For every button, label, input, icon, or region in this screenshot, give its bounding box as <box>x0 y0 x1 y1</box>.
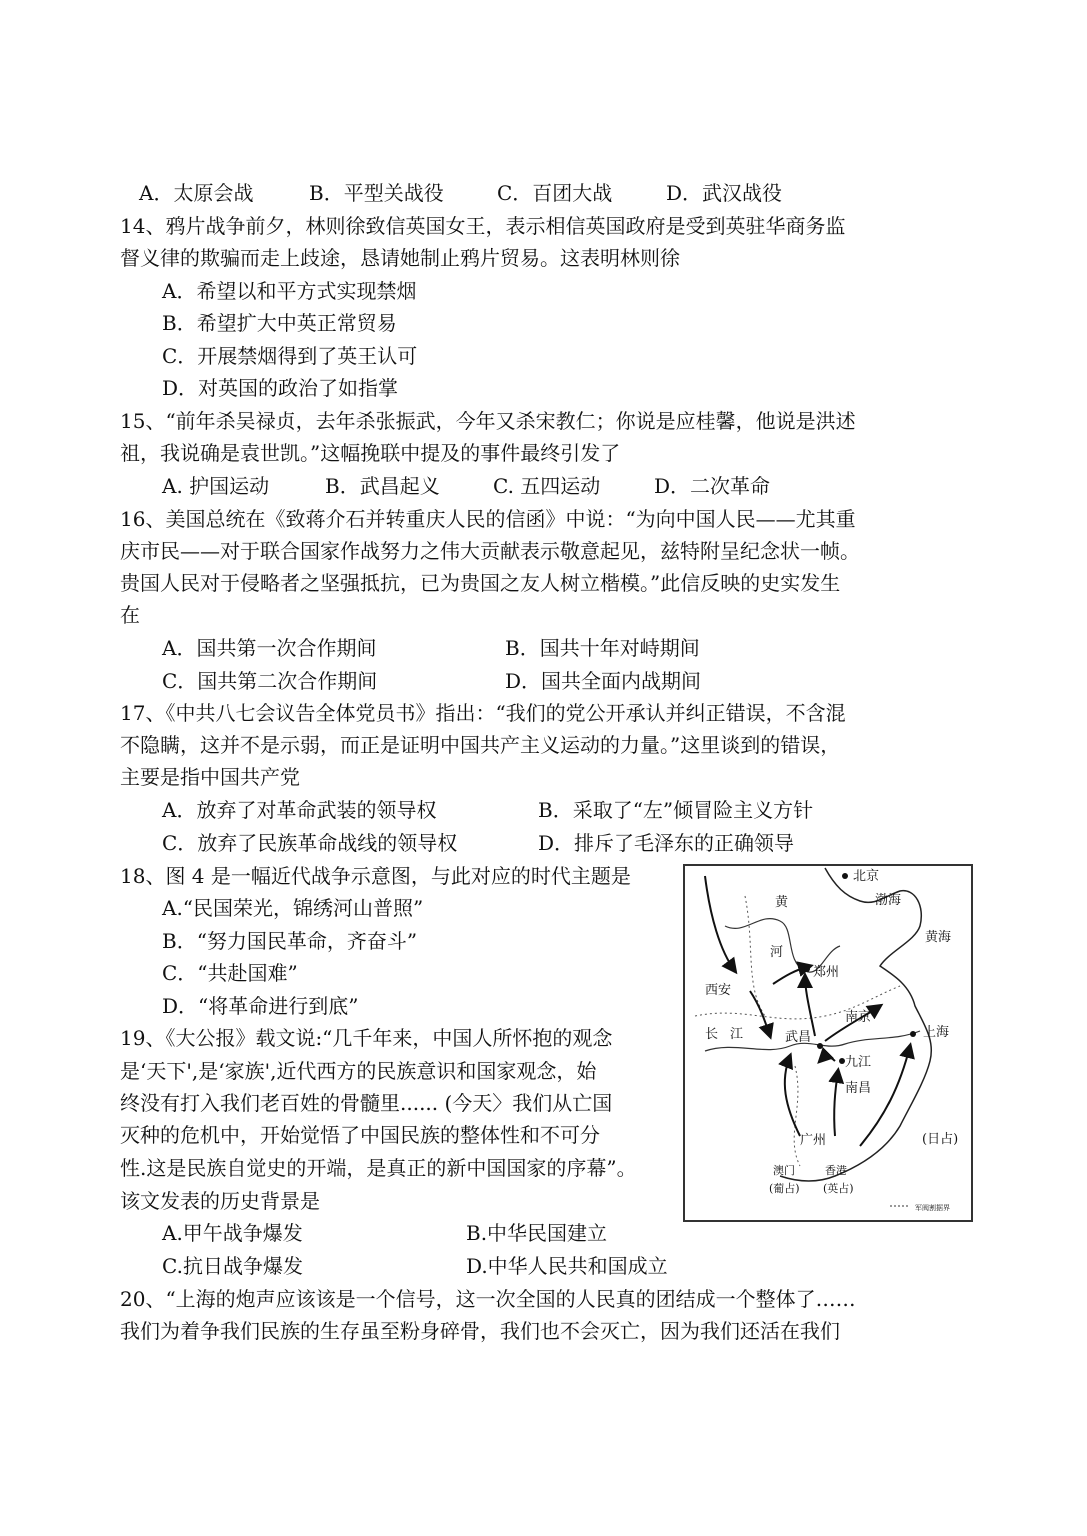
q15-stem-line: 祖，我说确是袁世凯。”这幅挽联中提及的事件最终引发了 <box>120 441 621 465</box>
q18-option-c: C．“共赴国难” <box>162 961 298 985</box>
q19-option-b: B.中华民国建立 <box>466 1221 608 1245</box>
label-nanchang: 南昌 <box>845 1081 872 1096</box>
q17-option-b: B．采取了“左”倾冒险主义方针 <box>538 798 814 822</box>
q16-stem-line: 庆市民——对于联合国家作战努力之伟大贡献表示敬意起见，兹特附呈纪念状一帧。 <box>120 539 860 563</box>
q14-option-d: D．对英国的政治了如指掌 <box>162 376 399 400</box>
q14-option-b: B．希望扩大中英正常贸易 <box>162 311 397 335</box>
city-dot <box>910 1031 916 1037</box>
q13-option-b: B．平型关战役 <box>309 181 444 205</box>
label-wuchang: 武昌 <box>785 1030 812 1045</box>
q17-stem-line: 不隐瞒，这并不是示弱，而正是证明中国共产主义运动的力量。”这里谈到的错误， <box>120 733 841 757</box>
q18-stem-line: 18、图 4 是一幅近代战争示意图，与此对应的时代主题是 <box>120 864 631 888</box>
city-dot <box>804 966 810 972</box>
city-dot <box>842 873 848 879</box>
q13-option-c: C．百团大战 <box>497 181 613 205</box>
q20-stem-line: 我们为着争我们民族的生存虽至粉身碎骨，我们也不会灭亡，因为我们还活在我们 <box>120 1319 840 1343</box>
label-huang: 黄 <box>775 895 789 910</box>
q15-option-b: B．武昌起义 <box>325 474 440 498</box>
q14-option-a: A．希望以和平方式实现禁烟 <box>162 279 417 303</box>
label-shanghai: 上海 <box>923 1025 950 1040</box>
label-legend: 军阀割据界 <box>915 1204 950 1212</box>
route-arrow <box>820 1057 835 1061</box>
q20-stem-line: 20、“上海的炮声应该该是一个信号，这一次全国的人民真的团结成一个整体了…… <box>120 1287 856 1311</box>
route-arrow <box>705 876 735 971</box>
q17-option-a: A．放弃了对革命武装的领导权 <box>162 798 437 822</box>
label-beijing: 北京 <box>853 869 880 884</box>
q16-stem-line: 贵国人民对于侵略者之坚强抵抗，已为贵国之友人树立楷模。”此信反映的史实发生 <box>120 571 841 595</box>
q14-option-c: C．开展禁烟得到了英王认可 <box>162 344 418 368</box>
q17-option-c: C．放弃了民族革命战线的领导权 <box>162 831 458 855</box>
q17-stem-line: 17、《中共八七会议告全体党员书》指出：“我们的党公开承认并纠正错误，不含混 <box>120 701 846 725</box>
label-chang: 长 <box>705 1027 719 1042</box>
q18-option-b: B．“努力国民革命，齐奋斗” <box>162 929 418 953</box>
city-dot <box>817 1043 823 1049</box>
label-jiang: 江 <box>730 1027 744 1042</box>
label-xianggang: 香港 <box>825 1164 847 1177</box>
label-guangzhou: 广州 <box>800 1133 827 1148</box>
boundary-line <box>794 1066 800 1166</box>
q15-stem-line: 15、“前年杀吴禄贞，去年杀张振武，今年又杀宋教仁；你说是应桂馨，他说是洪述 <box>120 409 856 433</box>
q19-option-a: A.甲午战争爆发 <box>162 1221 303 1245</box>
q18-option-d: D．“将革命进行到底” <box>162 994 359 1018</box>
q16-option-d: D．国共全面内战期间 <box>505 669 702 693</box>
label-bohai: 渤海 <box>875 893 902 908</box>
q17-option-d: D．排斥了毛泽东的正确领导 <box>538 831 795 855</box>
q17-stem-line: 主要是指中国共产党 <box>120 765 300 789</box>
label-nanjing: 南京 <box>845 1010 872 1025</box>
q19-stem-line: 终没有打入我们老百姓的骨髓里...... (今天〉我们从亡国 <box>120 1091 613 1115</box>
route-arrow <box>834 1071 838 1136</box>
q18-option-a: A.“民国荣光，锦绣河山普照” <box>162 896 424 920</box>
label-zhengzhou: 郑州 <box>813 965 840 980</box>
q15-option-a: A. 护国运动 <box>162 474 270 498</box>
war-map-drawing <box>685 866 971 1220</box>
q16-stem-line: 在 <box>120 603 140 627</box>
q19-option-c: C.抗日战争爆发 <box>162 1254 303 1278</box>
label-ri: (日占) <box>922 1132 959 1147</box>
label-aomen: 澳门 <box>773 1164 795 1177</box>
route-arrow <box>750 991 770 1036</box>
label-huanghai: 黄海 <box>925 930 952 945</box>
q16-stem-line: 16、美国总统在《致蒋介石并转重庆人民的信函》中说：“为向中国人民——尤其重 <box>120 507 856 531</box>
q13-option-d: D．武汉战役 <box>666 181 783 205</box>
q14-stem-line: 督义律的欺骗而走上歧途，恳请她制止鸦片贸易。这表明林则徐 <box>120 246 680 270</box>
label-jiujiang: 九江 <box>845 1055 872 1070</box>
q19-option-d: D.中华人民共和国成立 <box>466 1254 668 1278</box>
q13-option-a: A．太原会战 <box>139 181 254 205</box>
q19-stem-line: 该文发表的历史背景是 <box>120 1189 320 1213</box>
q19-stem-line: 灭种的危机中，开始觉悟了中国民族的整体性和不可分 <box>120 1123 600 1147</box>
q19-stem-line: 性.这是民族自觉史的开端，是真正的新中国国家的序幕”。 <box>120 1156 637 1180</box>
q15-option-d: D．二次革命 <box>654 474 771 498</box>
q15-option-c: C. 五四运动 <box>493 474 601 498</box>
label-he: 河 <box>770 945 784 960</box>
q16-option-c: C．国共第二次合作期间 <box>162 669 378 693</box>
label-putao: (葡占) <box>769 1182 800 1195</box>
war-map-figure <box>683 864 973 1222</box>
q16-option-b: B．国共十年对峙期间 <box>505 636 700 660</box>
q16-option-a: A．国共第一次合作期间 <box>162 636 377 660</box>
route-arrow <box>805 976 815 1036</box>
q19-stem-line: 是‘天下',是‘家族',近代西方的民族意识和国家观念，始 <box>120 1059 597 1083</box>
label-ying: (英占) <box>823 1182 854 1195</box>
q19-stem-line: 19、《大公报》载文说:“几千年来，中国人所怀抱的观念 <box>120 1026 613 1050</box>
label-xian: 西安 <box>705 983 732 998</box>
q14-stem-line: 14、鸦片战争前夕，林则徐致信英国女王，表示相信英国政府是受到英驻华商务监 <box>120 214 846 238</box>
